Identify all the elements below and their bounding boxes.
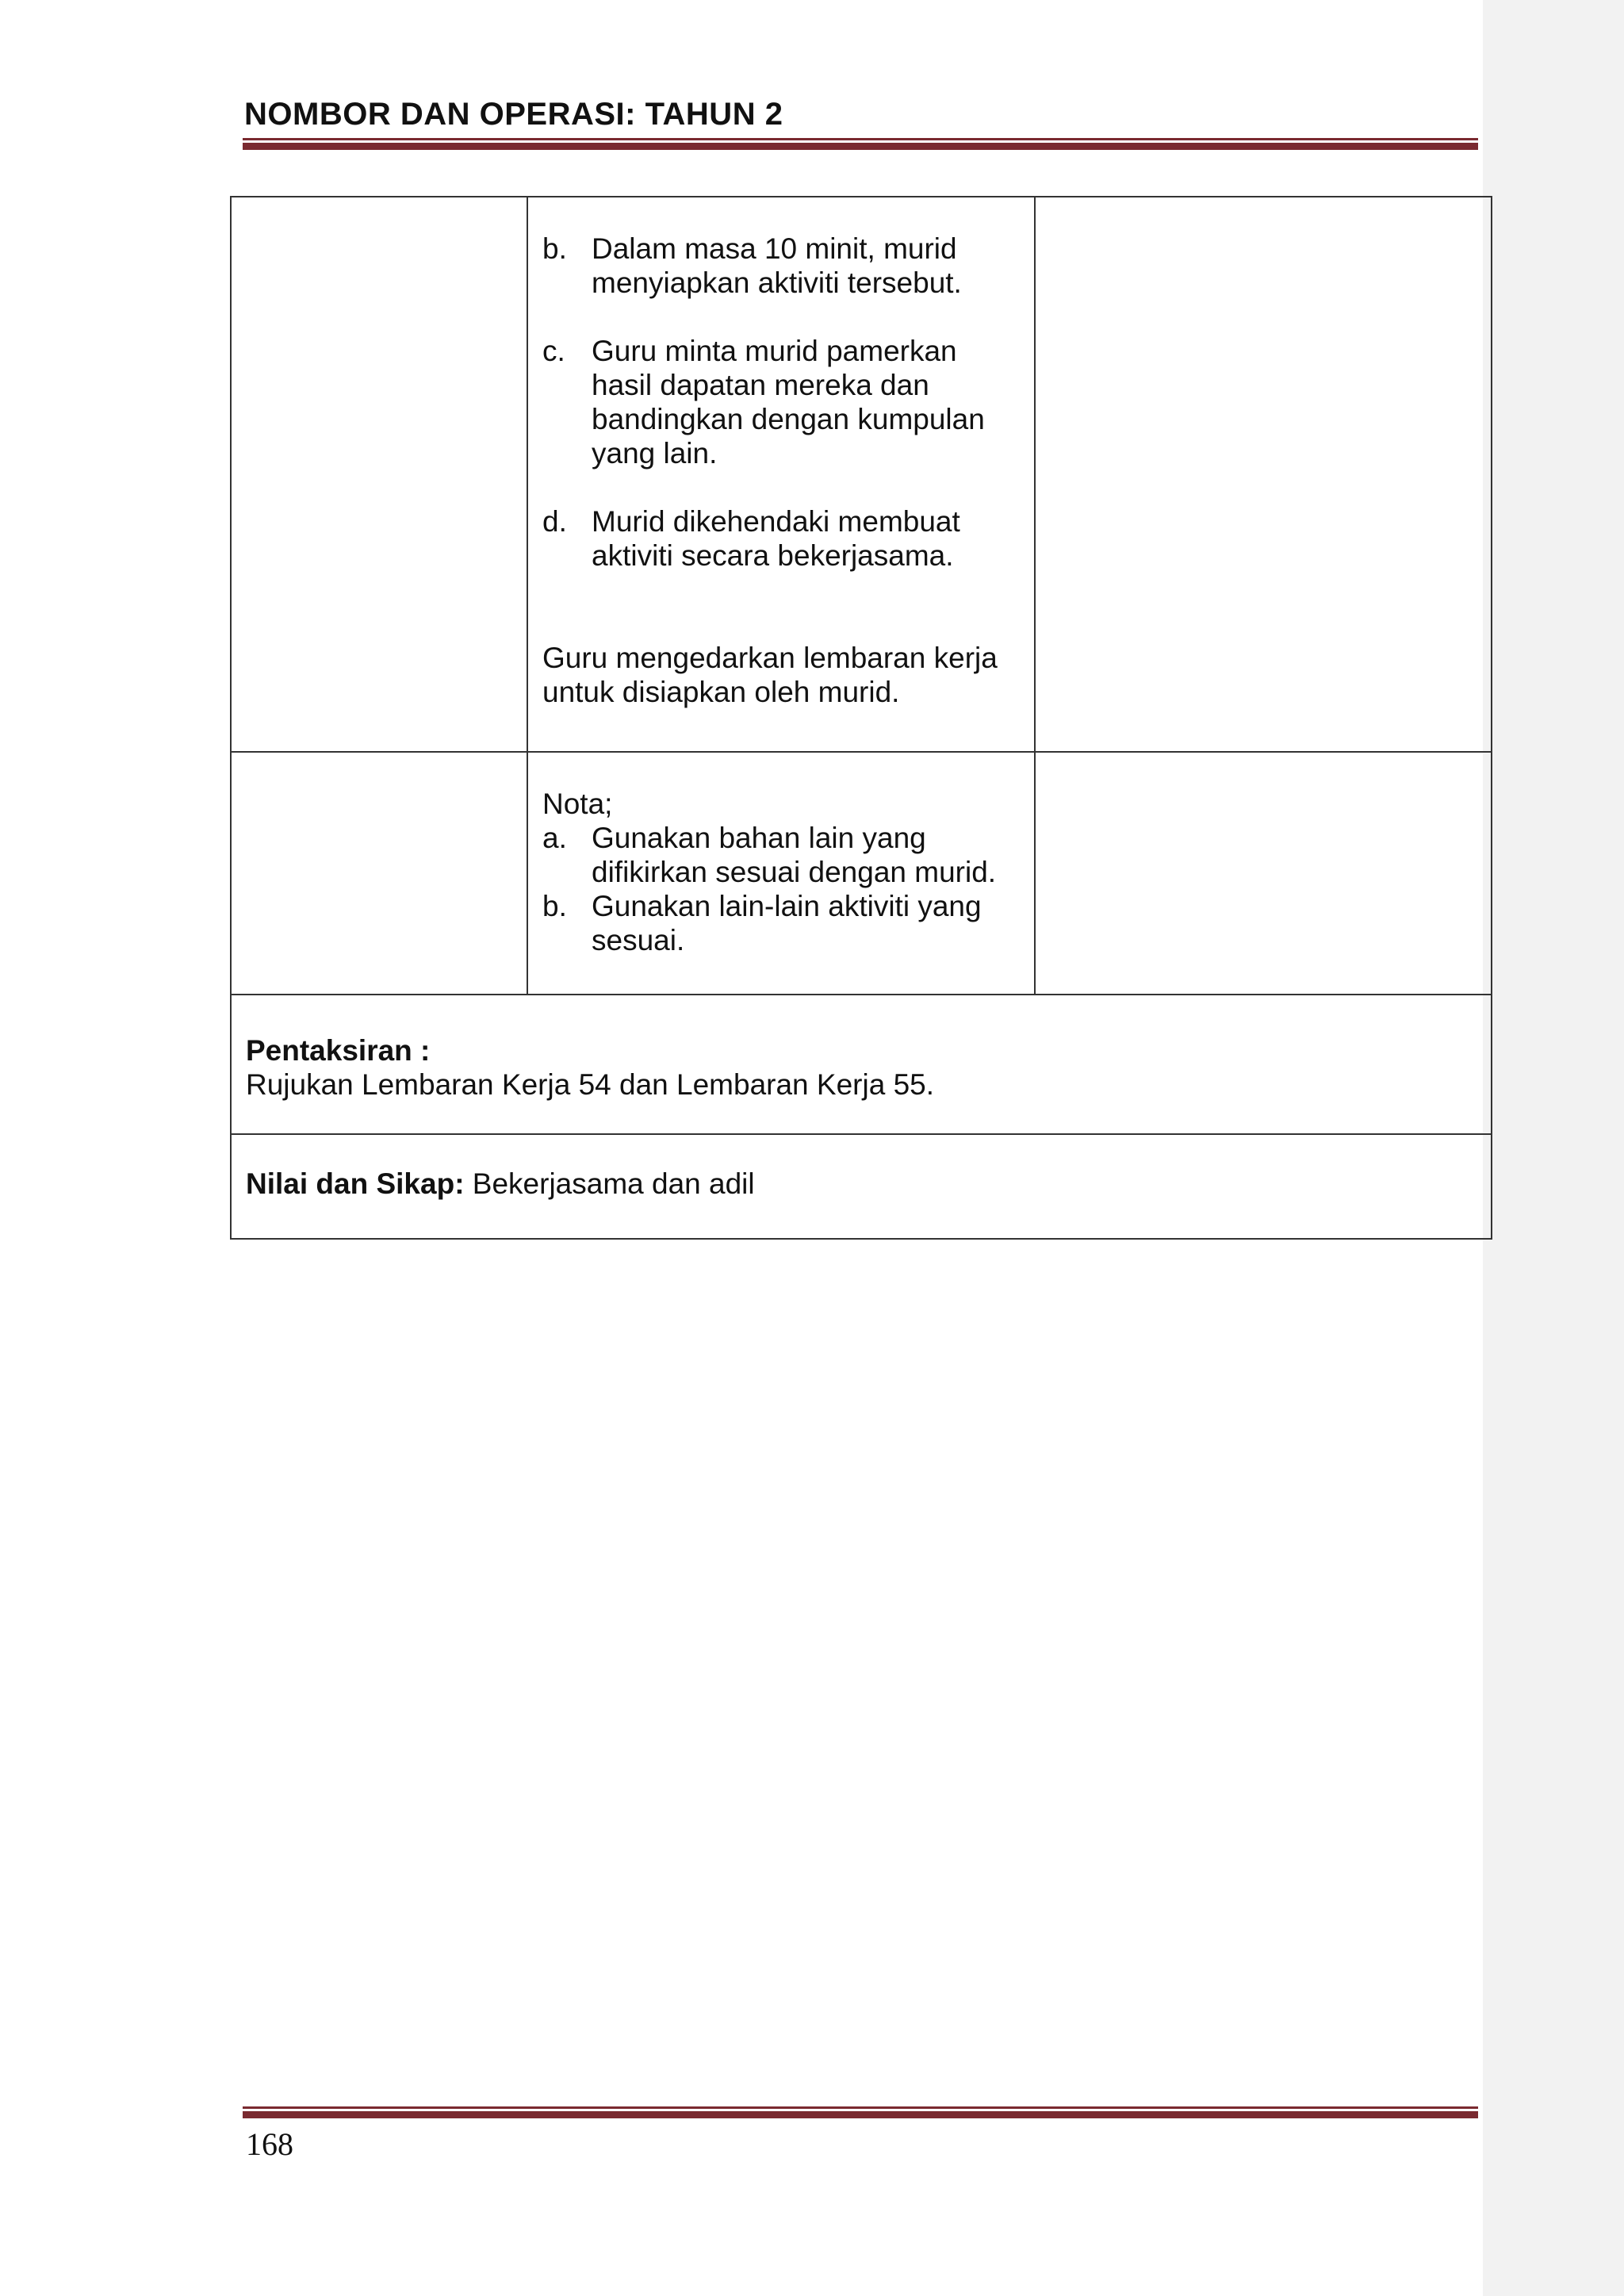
notes-cell <box>527 752 1035 995</box>
values-cell <box>231 1134 1492 1239</box>
list-item <box>542 889 1020 957</box>
page-number: 168 <box>246 2126 293 2162</box>
lesson-plan-table <box>230 196 1492 1240</box>
list-item <box>542 504 1020 573</box>
values-text: Bekerjasama dan adil <box>464 1167 755 1200</box>
list-item <box>542 821 1020 889</box>
list-marker: d. <box>542 505 567 538</box>
assessment-cell <box>231 995 1492 1134</box>
assessment-text: Rujukan Lembaran Kerja 54 dan Lembaran Kerja 55. <box>246 1068 935 1101</box>
empty-right-cell <box>1035 752 1492 995</box>
list-marker: b. <box>542 890 567 922</box>
notes-heading: Nota; <box>542 788 613 820</box>
assessment-label: Pentaksiran : <box>246 1034 431 1067</box>
closing-instruction: Guru mengedarkan lembaran kerja untuk disiapkan oleh murid. <box>542 642 998 708</box>
activity-steps-cell <box>527 197 1035 752</box>
empty-left-cell <box>231 752 527 995</box>
list-marker: c. <box>542 335 565 367</box>
page-margin-shade <box>1483 0 1624 2296</box>
page-header-title: NOMBOR DAN OPERASI: TAHUN 2 <box>244 97 783 132</box>
header-rule <box>243 138 1478 150</box>
note-text: Gunakan lain-lain aktiviti yang sesuai. <box>592 890 982 956</box>
note-text: Gunakan bahan lain yang difikirkan sesuai dengan murid. <box>592 822 997 888</box>
step-text: Guru minta murid pamerkan hasil dapatan mereka dan bandingkan dengan kumpulan yang lain. <box>592 335 985 470</box>
step-text: Dalam masa 10 minit, murid menyiapkan aktiviti tersebut. <box>592 232 962 299</box>
footer-rule <box>243 2106 1478 2118</box>
table-row-assessment <box>231 995 1492 1134</box>
table-row-activities <box>231 197 1492 752</box>
list-item <box>542 334 1020 470</box>
list-item <box>542 232 1020 300</box>
list-marker: b. <box>542 232 567 265</box>
table-row-values <box>231 1134 1492 1239</box>
values-label: Nilai dan Sikap: <box>246 1167 465 1200</box>
table-row-notes <box>231 752 1492 995</box>
empty-right-cell <box>1035 197 1492 752</box>
step-text: Murid dikehendaki membuat aktiviti secara bekerjasama. <box>592 505 960 572</box>
list-marker: a. <box>542 822 567 854</box>
empty-left-cell <box>231 197 527 752</box>
